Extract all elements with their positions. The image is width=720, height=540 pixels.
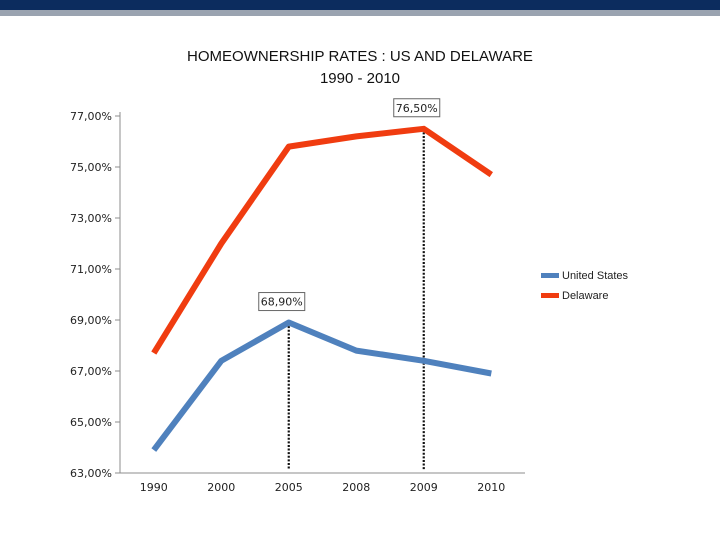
legend-label: United States — [562, 270, 629, 282]
x-tick-label: 2000 — [207, 481, 236, 494]
x-tick-label: 2010 — [477, 481, 506, 494]
x-tick-label: 2009 — [409, 481, 438, 494]
y-tick-label: 71,00% — [70, 263, 112, 276]
legend-label: Delaware — [562, 290, 609, 302]
x-tick-label: 2008 — [342, 481, 371, 494]
y-tick-label: 73,00% — [70, 212, 112, 225]
y-tick-label: 69,00% — [70, 314, 112, 327]
annotation-guides — [289, 129, 424, 470]
annotation-callout-label: 68,90% — [260, 295, 303, 309]
y-tick-label: 75,00% — [70, 161, 112, 174]
y-tick-label: 65,00% — [70, 416, 112, 429]
y-tick-label: 77,00% — [70, 110, 112, 123]
series-line-united-states — [154, 323, 492, 451]
x-tick-label: 2005 — [274, 481, 303, 494]
chart-subtitle: 1990 - 2010 — [319, 70, 401, 87]
chart-legend — [541, 270, 629, 302]
series-lines — [154, 129, 492, 450]
legend-swatch — [541, 293, 559, 298]
chart-title: HOMEOWNERSHIP RATES : US AND DELAWARE — [187, 48, 533, 65]
x-tick-label: 1990 — [139, 481, 168, 494]
annotation-callout-label: 76,50% — [395, 101, 438, 115]
y-tick-label: 63,00% — [70, 467, 112, 480]
series-line-delaware — [154, 129, 492, 353]
y-tick-label: 67,00% — [70, 365, 112, 378]
legend-swatch — [541, 273, 559, 278]
